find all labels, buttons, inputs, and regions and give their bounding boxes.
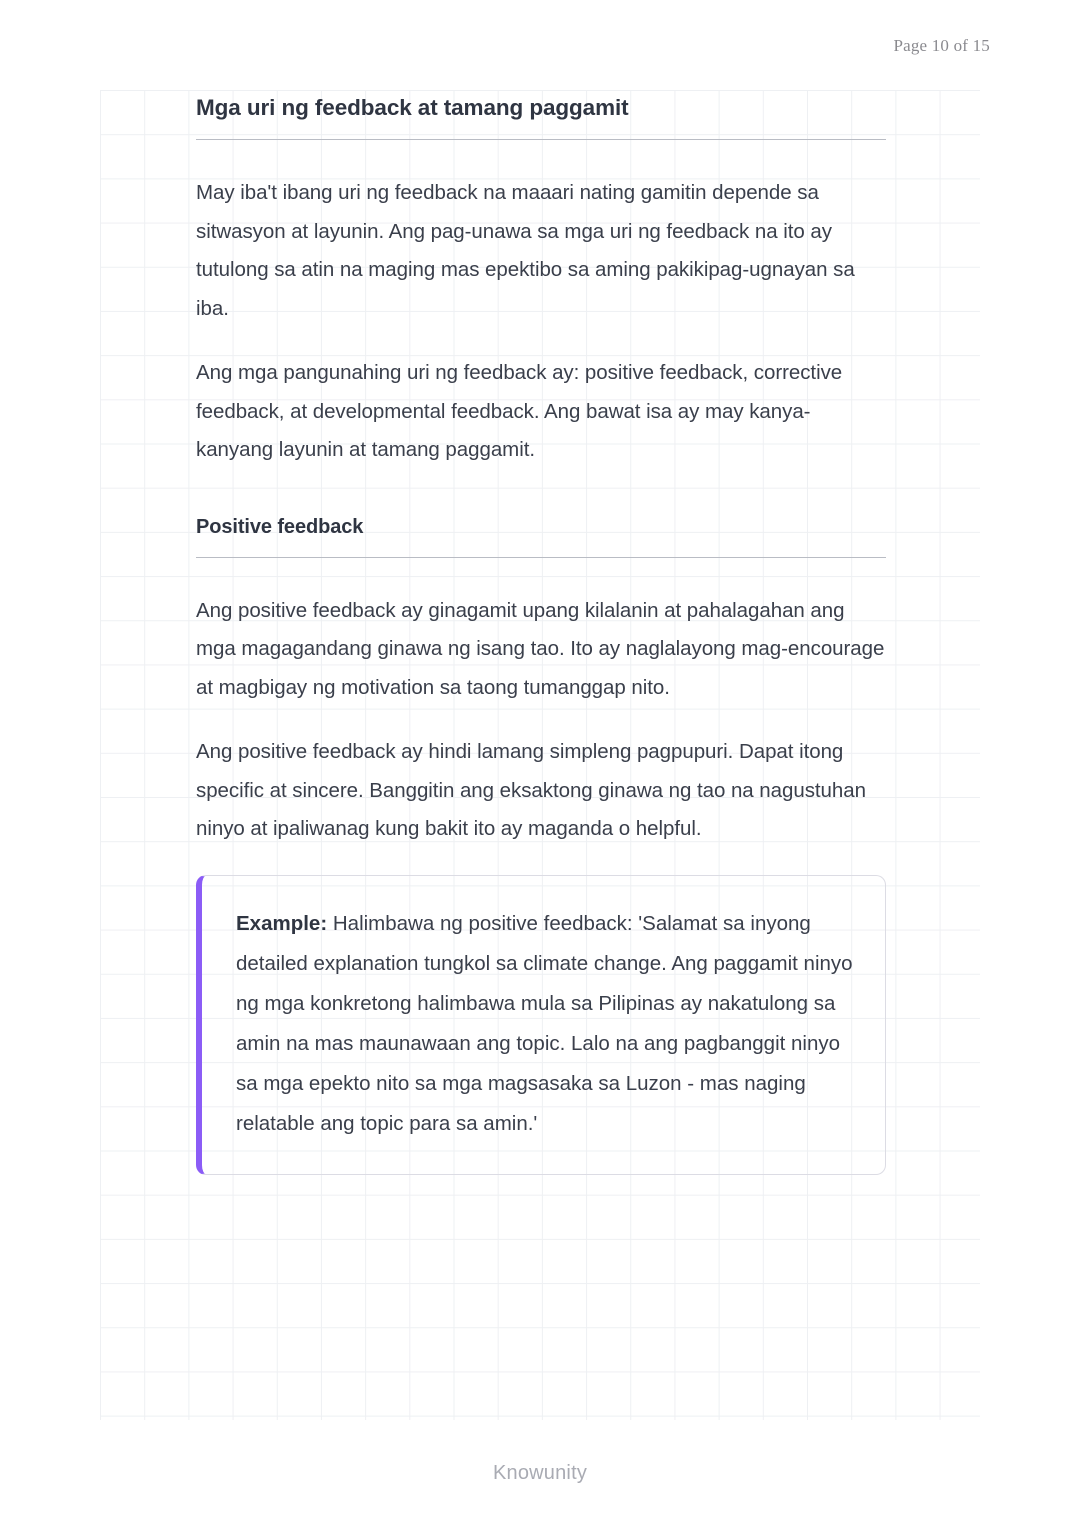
page-number-label: Page 10 of 15 <box>893 36 990 55</box>
example-callout <box>196 875 886 1175</box>
document-content <box>196 95 886 1175</box>
body-paragraph-2: Ang mga pangunahing uri ng feedback ay: positive feedback, corrective feedback, at developmental feedback. Ang bawat isa ay may kanya-kanyang layunin at tamang paggamit. <box>196 361 843 461</box>
subsection-title: Positive feedback <box>196 515 364 538</box>
body-paragraph-1: May iba't ibang uri ng feedback na maaari nating gamitin depende sa sitwasyon at layunin. Ang pag-unawa sa mga uri ng feedback na ito ay tutulong sa atin na maging mas epektibo sa aming pakikipag-ugnayan sa iba. <box>196 181 855 320</box>
callout-text <box>236 904 853 1144</box>
callout-label: Example: <box>236 911 328 935</box>
callout-body: Halimbawa ng positive feedback: 'Salamat sa inyong detailed explanation tungkol sa climate change. Ang paggamit ninyo ng mga konkretong halimbawa mula sa Pilipinas ay nakatulong sa amin na mas maunawaan ang topic. Lalo na ang pagbanggit ninyo sa mga epekto nito sa mga magsasaka sa Luzon - mas naging relatable ang topic para sa amin.' <box>236 911 853 1135</box>
body-paragraph-4: Ang positive feedback ay hindi lamang simpleng pagpupuri. Dapat itong specific at sincere. Banggitin ang eksaktong ginawa ng tao na nagustuhan ninyo at ipaliwanag kung bakit ito ay maganda o helpful. <box>196 740 866 840</box>
title-divider <box>196 139 886 140</box>
section-spacer <box>196 496 886 516</box>
body-paragraph-3: Ang positive feedback ay ginagamit upang kilalanin at pahalagahan ang mga magagandang ginawa ng isang tao. Ito ay naglalayong mag-encourage at magbigay ng motivation sa taong tumanggap nito. <box>196 598 885 699</box>
footer-brand-label: Knowunity <box>492 1462 588 1484</box>
subsection-divider <box>196 557 886 558</box>
page-title: Mga uri ng feedback at tamang paggamit <box>196 95 629 120</box>
